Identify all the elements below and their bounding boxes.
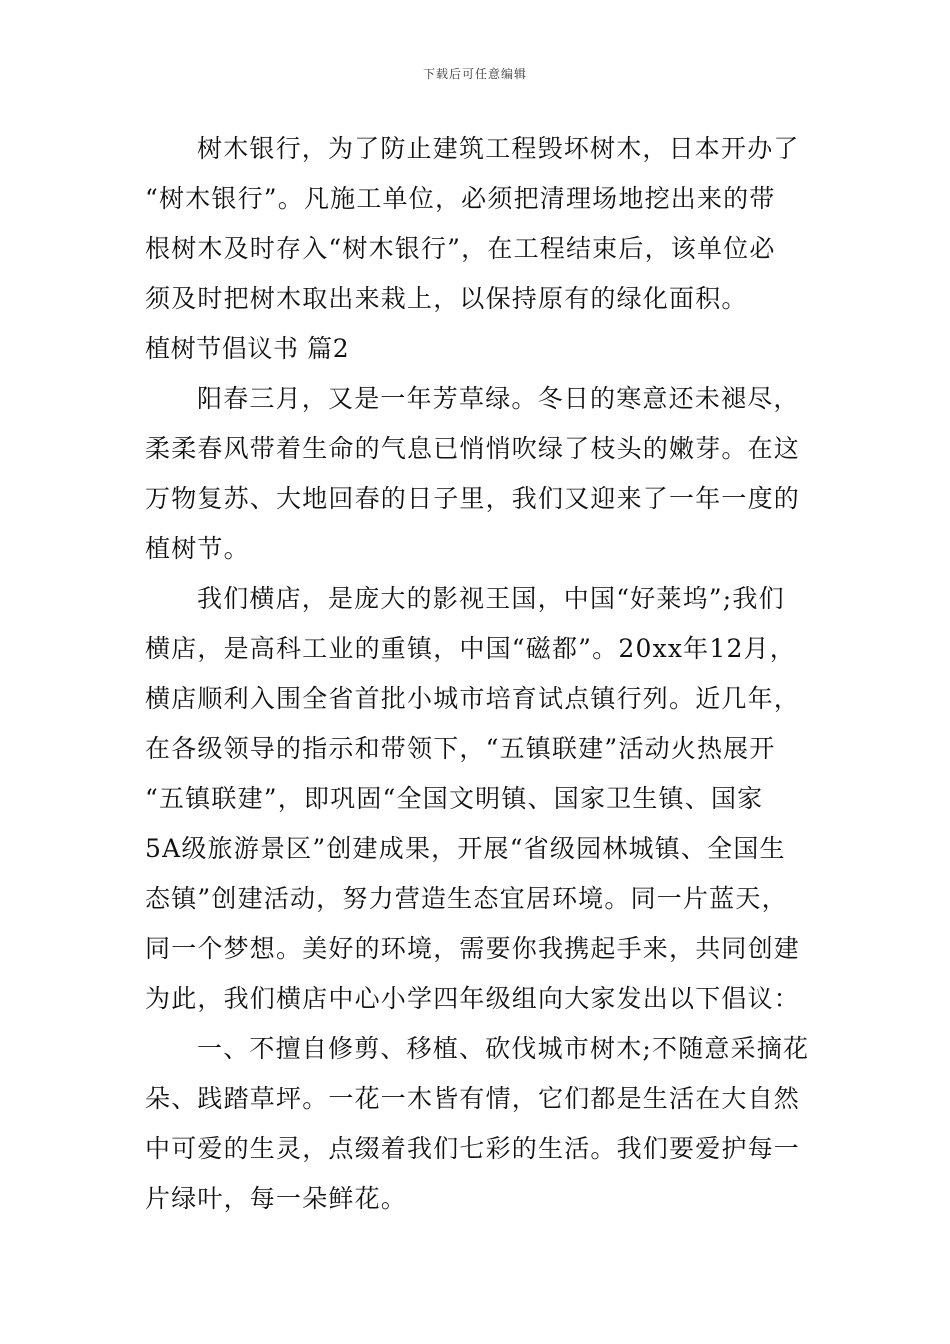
text-line: 为此，我们横店中心小学四年级组向大家发出以下倡议： [145,984,801,1013]
text-line: 横店，是高科工业的重镇，中国“磁都”。20xx年12月， [145,634,796,663]
text-line: 朵、践踏草坪。一花一木皆有情，它们都是生活在大自然 [145,1084,801,1113]
text-line: 中可爱的生灵，点缀着我们七彩的生活。我们要爱护每一 [145,1134,801,1163]
text-line: “树木银行”。凡施工单位，必须把清理场地挖出来的带 [145,184,776,213]
text-line: 同一个梦想。美好的环境，需要你我携起手来，共同创建 [145,934,801,963]
text-line: 根树木及时存入“树木银行”，在工程结束后，该单位必 [145,234,776,263]
section-heading: 植树节倡议书 篇2 [145,334,350,363]
text-line: 植树节。 [145,534,250,563]
page-header-note: 下载后可任意编辑 [422,67,527,81]
text-line: 我们横店，是庞大的影视王国，中国“好莱坞”;我们 [197,584,785,613]
text-line: 须及时把树木取出来栽上，以保持原有的绿化面积。 [145,284,748,313]
text-line: 态镇”创建活动，努力营造生态宜居环境。同一片蓝天， [145,884,788,913]
text-line: 5A级旅游景区”创建成果，开展“省级园林城镇、全国生 [145,834,786,863]
text-line: 在各级领导的指示和带领下，“五镇联建”活动火热展开 [145,734,776,763]
text-line: “五镇联建”，即巩固“全国文明镇、国家卫生镇、国家 [145,784,764,813]
text-line: 横店顺利入围全省首批小城市培育试点镇行列。近几年， [145,684,801,713]
document-body [145,124,810,1224]
text-line: 片绿叶，每一朵鲜花。 [145,1184,408,1213]
text-line: 阳春三月，又是一年芳草绿。冬日的寒意还未褪尽， [197,384,800,413]
text-line: 树木银行，为了防止建筑工程毁坏树木，日本开办了 [197,134,800,163]
text-line: 柔柔春风带着生命的气息已悄悄吹绿了枝头的嫩芽。在这 [145,434,801,463]
text-line: 万物复苏、大地回春的日子里，我们又迎来了一年一度的 [145,484,801,513]
text-line: 一、不擅自修剪、移植、砍伐城市树木;不随意采摘花 [197,1034,810,1063]
